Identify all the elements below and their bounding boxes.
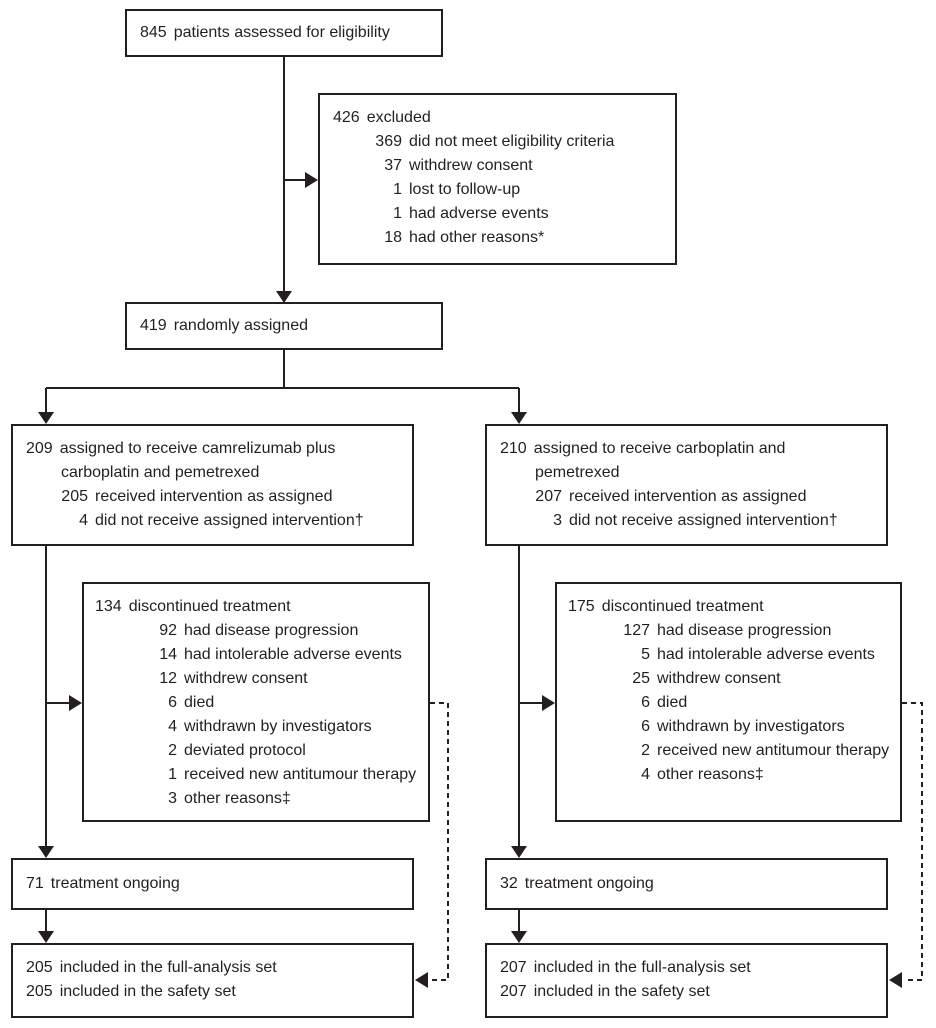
stat-label: received new antitumour therapy [657, 742, 890, 759]
box-analysis-left [11, 943, 414, 1018]
stat-label: included in the full-analysis set [59, 959, 277, 976]
stat-line [26, 956, 404, 980]
stat-label: included in the safety set [533, 983, 710, 1000]
stat-line [140, 314, 308, 338]
stat-count: 426 [333, 109, 360, 126]
arrowhead-down-icon [38, 846, 54, 858]
stat-count: 175 [568, 598, 595, 615]
stat-count: 32 [500, 875, 518, 892]
stat-count: 127 [623, 622, 650, 639]
stat-line [568, 619, 892, 643]
stat-label: treatment ongoing [50, 875, 180, 892]
stat-line [568, 763, 892, 787]
arrowhead-down-icon [511, 412, 527, 424]
stat-label: died [657, 694, 688, 711]
box-excluded [318, 93, 677, 265]
stat-line [95, 667, 420, 691]
stat-label: had disease progression [657, 622, 832, 639]
stat-label: assigned to receive camrelizumab plus [59, 440, 336, 457]
box-ongoing-left [11, 858, 414, 910]
stat-line [500, 509, 878, 533]
box-ongoing-right [485, 858, 888, 910]
stat-line [26, 485, 404, 509]
stat-count: 4 [168, 718, 177, 735]
stat-label: received new antitumour therapy [184, 766, 417, 783]
stat-count: 4 [641, 766, 650, 783]
box-randomized [125, 302, 443, 350]
stat-label: assigned to receive carboplatin and [533, 440, 786, 457]
stat-count: 419 [140, 317, 167, 334]
stat-label: did not receive assigned intervention† [95, 512, 364, 529]
stat-line [500, 485, 878, 509]
arrowhead-left-icon [889, 972, 902, 988]
stat-count: 207 [500, 959, 527, 976]
stat-line [95, 619, 420, 643]
stat-label: had adverse events [409, 205, 549, 222]
stat-line [95, 715, 420, 739]
arrowhead-right-icon [542, 695, 555, 711]
stat-count: 4 [79, 512, 88, 529]
stat-count: 2 [641, 742, 650, 759]
stat-label: received intervention as assigned [569, 488, 807, 505]
connector-left-ongoing-to-final [38, 910, 54, 943]
stat-label: excluded [366, 109, 431, 126]
stat-line [333, 154, 667, 178]
stat-count: 1 [393, 205, 402, 222]
stat-line [95, 643, 420, 667]
stat-label: did not meet eligibility criteria [409, 133, 615, 150]
stat-line [95, 691, 420, 715]
stat-label: withdrawn by investigators [657, 718, 845, 735]
stat-count: 2 [168, 742, 177, 759]
stat-line [26, 437, 404, 461]
stat-label: other reasons‡ [184, 790, 291, 807]
stat-count: 209 [26, 440, 53, 457]
stat-label: withdrew consent [409, 157, 533, 174]
connector-right-ongoing-to-final [511, 910, 527, 943]
connector-randomized-split [38, 350, 527, 424]
stat-line [26, 980, 404, 1004]
stat-count: 92 [159, 622, 177, 639]
box-discontinued-left [82, 582, 430, 822]
box-analysis-right [485, 943, 888, 1018]
stat-count: 205 [26, 959, 53, 976]
stat-label: had disease progression [184, 622, 359, 639]
stat-label: had intolerable adverse events [184, 646, 402, 663]
stat-count: 205 [61, 488, 88, 505]
stat-line [568, 595, 892, 619]
arrowhead-down-icon [511, 846, 527, 858]
stat-count: 6 [641, 694, 650, 711]
stat-line [333, 202, 667, 226]
stat-line [95, 787, 420, 811]
stat-line [568, 643, 892, 667]
box-assessed [125, 9, 443, 57]
stat-label: treatment ongoing [524, 875, 654, 892]
stat-label: died [184, 694, 215, 711]
stat-line [333, 130, 667, 154]
stat-line [26, 509, 404, 533]
stat-line [95, 595, 420, 619]
stat-count: 205 [26, 983, 53, 1000]
box-discontinued-right [555, 582, 902, 822]
stat-line [500, 956, 878, 980]
stat-count: 369 [375, 133, 402, 150]
stat-line [568, 691, 892, 715]
stat-line [333, 106, 667, 130]
stat-label: discontinued treatment [601, 598, 764, 615]
stat-line [568, 739, 892, 763]
stat-count: 6 [641, 718, 650, 735]
stat-count: 134 [95, 598, 122, 615]
stat-count: 207 [500, 983, 527, 1000]
stat-label: randomly assigned [173, 317, 308, 334]
stat-count: 3 [168, 790, 177, 807]
stat-count: 207 [535, 488, 562, 505]
stat-line-continuation [500, 461, 878, 485]
stat-label: discontinued treatment [128, 598, 291, 615]
stat-line [500, 437, 878, 461]
stat-count: 25 [632, 670, 650, 687]
stat-label: carboplatin and pemetrexed [61, 464, 260, 481]
stat-count: 5 [641, 646, 650, 663]
stat-line [333, 178, 667, 202]
stat-line [95, 739, 420, 763]
stat-count: 18 [384, 229, 402, 246]
box-arm-chemotherapy [485, 424, 888, 546]
stat-label: withdrawn by investigators [184, 718, 372, 735]
stat-label: had intolerable adverse events [657, 646, 875, 663]
box-arm-camrelizumab [11, 424, 414, 546]
arrowhead-right-icon [305, 172, 318, 188]
stat-label: included in the full-analysis set [533, 959, 751, 976]
stat-label: deviated protocol [184, 742, 306, 759]
stat-line [140, 21, 390, 45]
arrowhead-down-icon [38, 412, 54, 424]
stat-count: 6 [168, 694, 177, 711]
stat-line [95, 763, 420, 787]
stat-count: 12 [159, 670, 177, 687]
stat-line [568, 715, 892, 739]
connector-left-arm-to-discontinued [46, 695, 82, 711]
stat-label: had other reasons* [409, 229, 545, 246]
stat-line-continuation [26, 461, 404, 485]
stat-label: lost to follow-up [409, 181, 521, 198]
arrowhead-right-icon [69, 695, 82, 711]
stat-line [568, 667, 892, 691]
stat-count: 71 [26, 875, 44, 892]
stat-label: pemetrexed [535, 464, 620, 481]
stat-count: 1 [168, 766, 177, 783]
stat-label: withdrew consent [657, 670, 781, 687]
stat-label: received intervention as assigned [95, 488, 333, 505]
connector-right-arm-to-discontinued [519, 695, 555, 711]
arrowhead-down-icon [511, 931, 527, 943]
arrowhead-left-icon [415, 972, 428, 988]
arrowhead-down-icon [38, 931, 54, 943]
stat-line [500, 872, 654, 896]
connector-assessed-to-excluded [284, 172, 318, 188]
stat-count: 14 [159, 646, 177, 663]
stat-label: withdrew consent [184, 670, 308, 687]
stat-count: 1 [393, 181, 402, 198]
stat-label: other reasons‡ [657, 766, 764, 783]
stat-count: 3 [553, 512, 562, 529]
stat-line [333, 226, 667, 250]
stat-count: 210 [500, 440, 527, 457]
stat-label: did not receive assigned intervention† [569, 512, 838, 529]
stat-line [26, 872, 180, 896]
stat-label: patients assessed for eligibility [173, 24, 390, 41]
stat-label: included in the safety set [59, 983, 236, 1000]
stat-line [500, 980, 878, 1004]
stat-count: 37 [384, 157, 402, 174]
stat-count: 845 [140, 24, 167, 41]
